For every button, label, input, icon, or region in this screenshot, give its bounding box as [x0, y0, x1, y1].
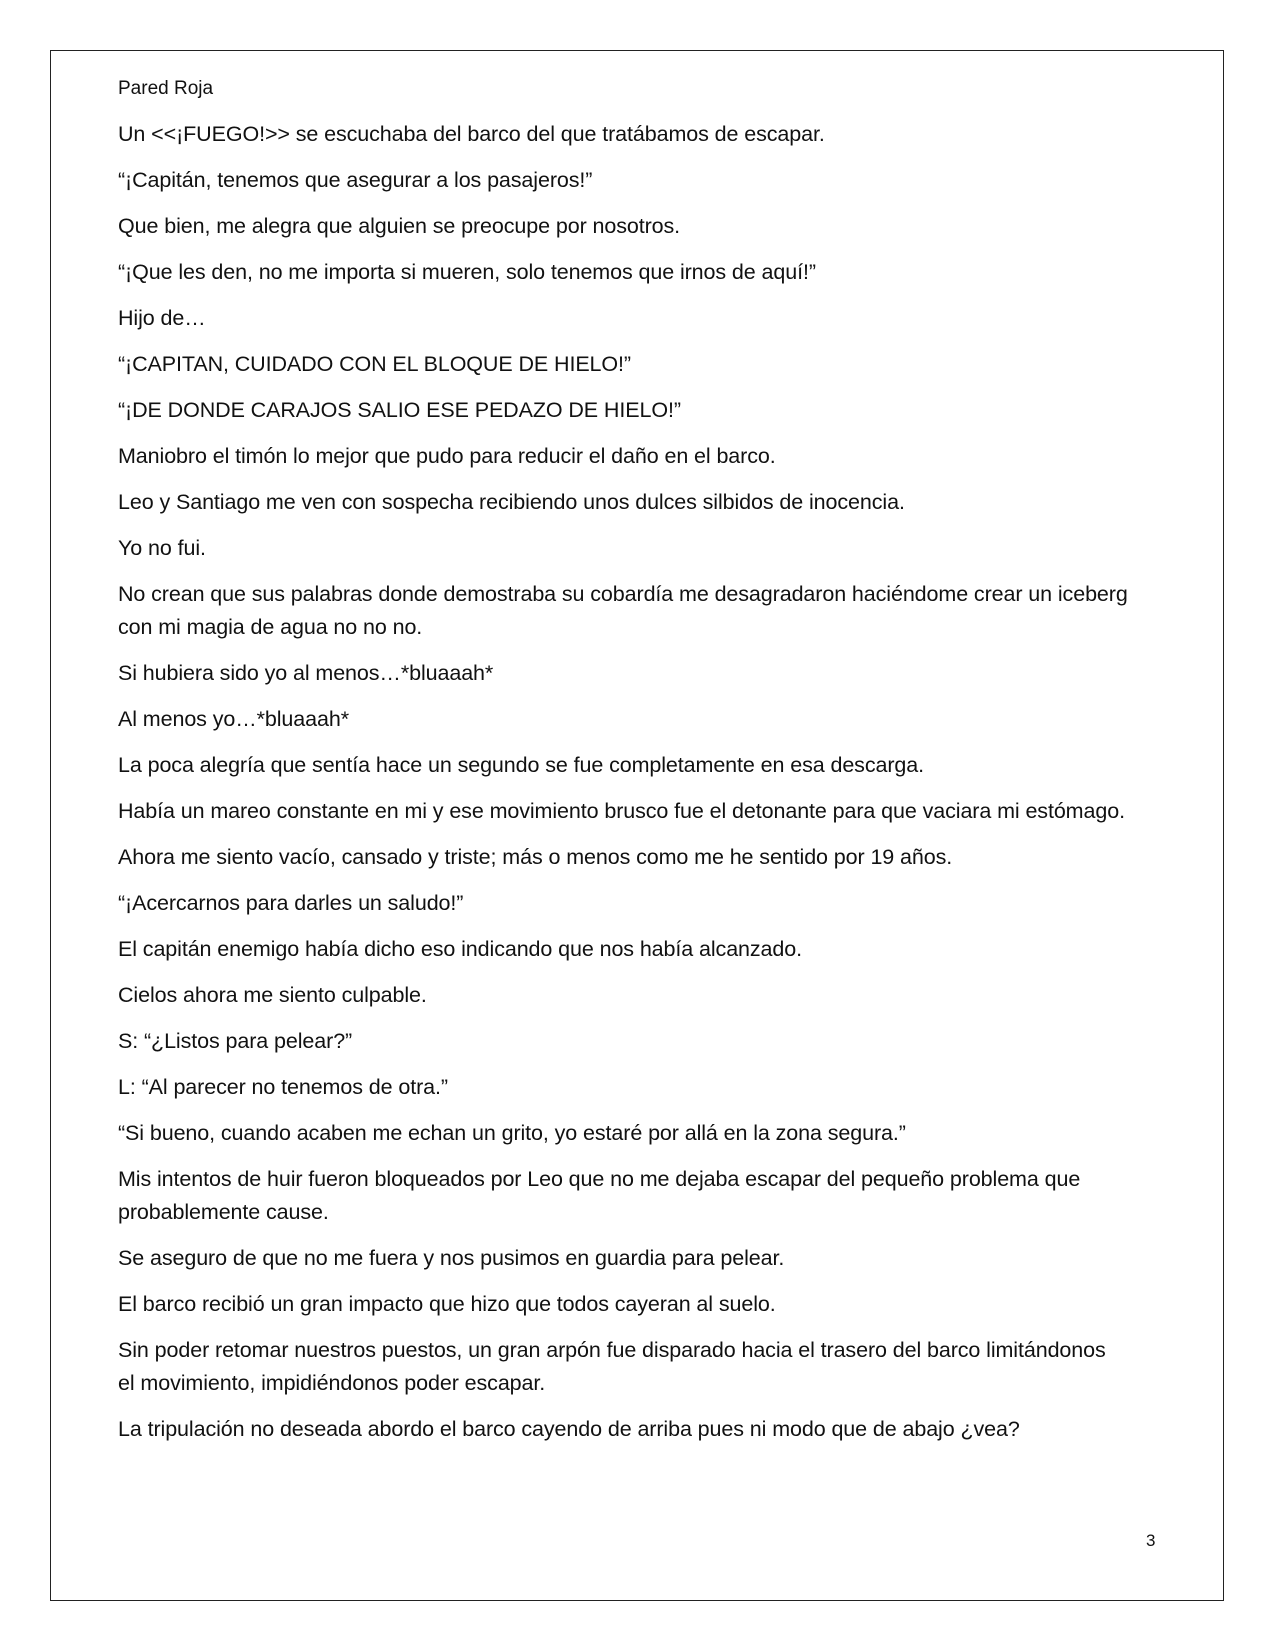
- paragraph: La tripulación no deseada abordo el barco cayendo de arriba pues ni modo que de abajo ¿vea?: [118, 1417, 1020, 1441]
- paragraph: “Si bueno, cuando acaben me echan un grito, yo estaré por allá en la zona segura.”: [118, 1121, 906, 1145]
- paragraph: Mis intentos de huir fueron bloqueados por Leo que no me dejaba escapar del pequeño problema que probablemente cause.: [118, 1167, 1081, 1224]
- document-header: Pared Roja: [118, 78, 214, 99]
- paragraph: Leo y Santiago me ven con sospecha recibiendo unos dulces silbidos de inocencia.: [118, 490, 905, 514]
- paragraph: Hijo de…: [118, 306, 206, 330]
- paragraph: Un <<¡FUEGO!>> se escuchaba del barco del que tratábamos de escapar.: [118, 122, 825, 146]
- paragraph: “¡DE DONDE CARAJOS SALIO ESE PEDAZO DE HIELO!”: [118, 398, 681, 422]
- paragraph: “¡Capitán, tenemos que asegurar a los pasajeros!”: [118, 168, 593, 192]
- paragraph: Maniobro el timón lo mejor que pudo para reducir el daño en el barco.: [118, 444, 776, 468]
- paragraph: Se aseguro de que no me fuera y nos pusimos en guardia para pelear.: [118, 1246, 785, 1270]
- paragraph: “¡Acercarnos para darles un saludo!”: [118, 891, 464, 915]
- paragraph: Cielos ahora me siento culpable.: [118, 983, 427, 1007]
- page-number: 3: [1146, 1531, 1156, 1550]
- paragraph: El barco recibió un gran impacto que hizo que todos cayeran al suelo.: [118, 1292, 776, 1316]
- paragraph: “¡CAPITAN, CUIDADO CON EL BLOQUE DE HIELO!”: [118, 352, 631, 376]
- paragraph: Si hubiera sido yo al menos…*bluaaah*: [118, 661, 494, 685]
- paragraph: L: “Al parecer no tenemos de otra.”: [118, 1075, 448, 1099]
- paragraph: S: “¿Listos para pelear?”: [118, 1029, 353, 1053]
- paragraph: El capitán enemigo había dicho eso indicando que nos había alcanzado.: [118, 937, 802, 961]
- paragraph: “¡Que les den, no me importa si mueren, solo tenemos que irnos de aquí!”: [118, 260, 816, 284]
- paragraph: Yo no fui.: [118, 536, 206, 560]
- paragraph: Al menos yo…*bluaaah*: [118, 707, 349, 731]
- paragraph: No crean que sus palabras donde demostraba su cobardía me desagradaron haciéndome crear un iceberg con mi magia de agua no no no.: [118, 582, 1128, 639]
- paragraph: Sin poder retomar nuestros puestos, un gran arpón fue disparado hacia el trasero del barco limitándonos el movimiento, impidiéndonos poder escapar.: [118, 1338, 1106, 1395]
- document-body: [118, 74, 1128, 1459]
- paragraph: Había un mareo constante en mi y ese movimiento brusco fue el detonante para que vaciara mi estómago.: [118, 799, 1125, 823]
- paragraph: Que bien, me alegra que alguien se preocupe por nosotros.: [118, 214, 681, 238]
- paragraph: Ahora me siento vacío, cansado y triste; más o menos como me he sentido por 19 años.: [118, 845, 953, 869]
- paragraph: La poca alegría que sentía hace un segundo se fue completamente en esa descarga.: [118, 753, 924, 777]
